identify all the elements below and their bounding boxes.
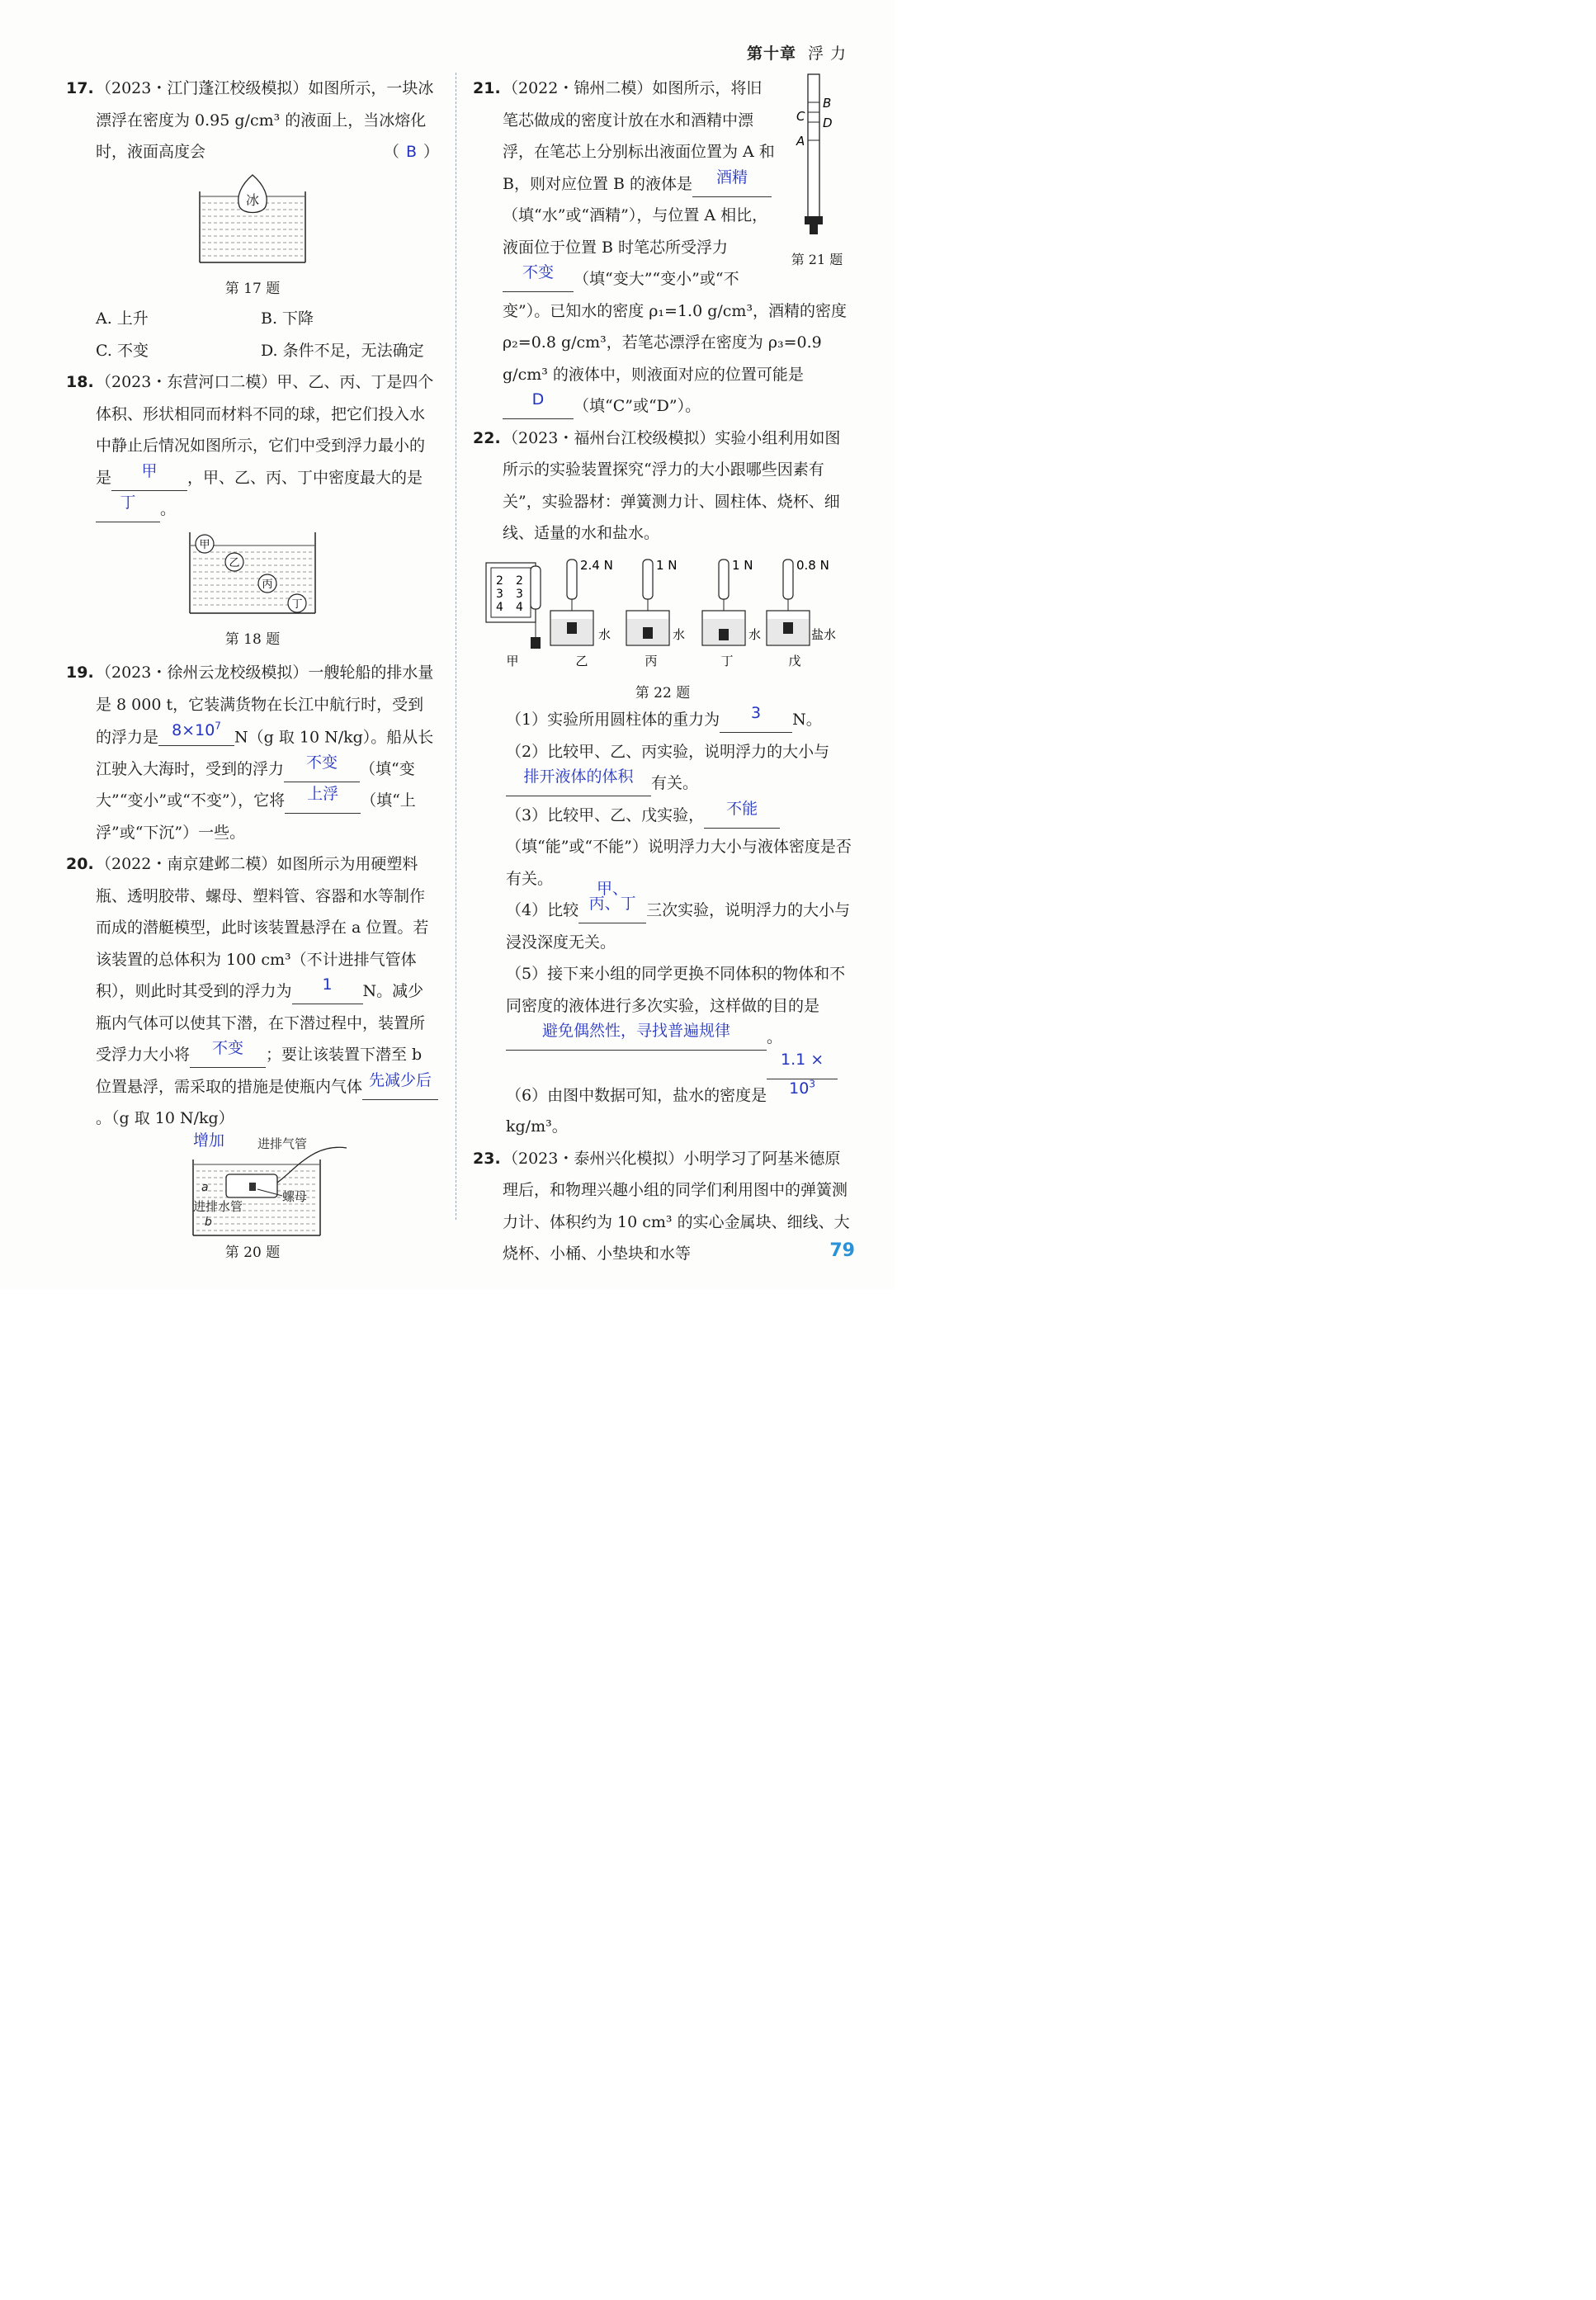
figure-17 bbox=[66, 173, 439, 277]
chapter-title: 浮 力 bbox=[807, 45, 847, 63]
figure-caption: 第 20 题 bbox=[224, 1244, 281, 1261]
answer-text: 上浮 bbox=[307, 785, 339, 804]
answer-text: $1.1 \times 10^3$ bbox=[781, 1050, 824, 1098]
subquestion-6: （6）由图中数据可知，盐水的密度是$1.1 \times 10^3kg/m^3$。 bbox=[506, 1054, 852, 1143]
setup-label: 甲 bbox=[506, 653, 519, 668]
answer-blank bbox=[503, 263, 574, 292]
answer-blank bbox=[158, 720, 234, 746]
chapter-number: 第十章 bbox=[746, 45, 796, 63]
answer-text: 1 bbox=[322, 975, 333, 994]
answer-blank bbox=[503, 390, 574, 419]
option-c: C. 不变 bbox=[96, 341, 149, 360]
answer-text: 不变 bbox=[306, 753, 338, 772]
question-number: 17. bbox=[66, 79, 94, 97]
left-column bbox=[66, 73, 439, 1263]
question-text: （2023・福州台江校级模拟）实验小组利用如图所示的实验装置探究“浮力的大小跟哪些因素有关”，实验器材：弹簧测力计、圆柱体、烧杯、细线、适量的水和盐水。 bbox=[503, 428, 841, 542]
question-number: 19. bbox=[66, 664, 94, 682]
scale-number: 3 bbox=[516, 587, 523, 601]
position-a-label: a bbox=[201, 1180, 209, 1194]
liquid-label: 盐水 bbox=[811, 626, 837, 642]
question-18: 18. （2023・东营河口二模）甲、乙、丙、丁是四个体积、形状相同而材料不同的球，把它们投入水中静止后情况如图所示，它们中受到浮力最小的是 甲 ，甲、乙、丙、丁中密度最大的是丁 。 甲 乙 丙 丁 第 18 题 bbox=[66, 366, 439, 650]
answer-blank bbox=[704, 799, 780, 829]
answer-blank bbox=[362, 1070, 438, 1100]
question-number: 20. bbox=[66, 855, 94, 874]
question-text: （2022・南京建邺二模）如图所示为用硬塑料瓶、透明胶带、螺母、塑料管、容器和水等制作而成的潜艇模型，此时该装置悬浮在 a 位置。若该装置的总体积为 100 cm³（不计进排气管体积），则此时其受到的浮力为 bbox=[96, 855, 429, 1001]
reading-text: 1 N bbox=[656, 557, 678, 573]
answer-blank bbox=[506, 767, 651, 796]
question-22 bbox=[473, 423, 852, 1143]
answer-text: 酒精 bbox=[716, 168, 748, 187]
workbook-page bbox=[0, 0, 895, 1289]
question-23 bbox=[473, 1143, 852, 1270]
option-a: A. 上升 bbox=[96, 309, 149, 328]
answer-blank bbox=[96, 494, 160, 522]
ice-label: 冰 bbox=[245, 191, 260, 208]
position-b-label: b bbox=[205, 1215, 212, 1229]
answer-blank bbox=[292, 975, 363, 1004]
answer-paren: （ B ） bbox=[383, 143, 439, 161]
subquestion-5: （5）接下来小组的同学更换不同体积的物体和不同密度的液体进行多次实验，这样做的目的是避免偶然性，寻找普遍规律 。 bbox=[506, 958, 852, 1054]
question-number: 22. bbox=[473, 428, 501, 447]
figure-20 bbox=[66, 1131, 439, 1240]
answer-text: 排开液体的体积 bbox=[523, 767, 634, 786]
figure-21 bbox=[781, 73, 852, 271]
option-b: B. 下降 bbox=[261, 309, 314, 328]
ball-label: 丁 bbox=[291, 597, 303, 611]
answer-choice: B bbox=[405, 143, 417, 161]
liquid-label: 水 bbox=[673, 626, 686, 642]
question-21: 21. B C D A 第 21 题 （2022・锦州二模）如图所示，将旧笔芯做成的密度计放在水和酒精中漂浮，在笔芯上分别标出液面位置为 A 和 B，则对应位置 B 的液体是 酒精（填“水”或“酒精”），与位置 A 相比，液面位于位置 B 时笔芯所受浮力不变 （填“变大”“变小”或“不变”）。已知水的密度 ρ₁=1.0 g/cm³，酒精的密度 ρ₂=0.8 g/cm³，若笔芯漂浮在密度为 ρ₃=0.9 g/cm³ 的液体中，则液面对应的位置可能是D （填“C”或“D”）。 bbox=[473, 73, 852, 423]
answer-extra: 增加 bbox=[193, 1131, 225, 1150]
pen-refill bbox=[808, 74, 819, 220]
ball-label: 乙 bbox=[229, 556, 240, 569]
subquestion-4: 甲、 （4）比较 丙、丁 三次实验，说明浮力的大小与浸没深度无关。 bbox=[506, 895, 852, 958]
answer-text: 3 bbox=[751, 704, 762, 722]
answer-blank bbox=[285, 785, 361, 814]
subquestion-2: （2）比较甲、乙、丙实验，说明浮力的大小与排开液体的体积 有关。 bbox=[506, 736, 852, 800]
question-text: （2023・泰州兴化模拟）小明学习了阿基米德原理后，和物理兴趣小组的同学们利用图中的弹簧测力计、体积约为 10 cm³ 的实心金属块、细线、大烧杯、小桶、小垫块和水等 bbox=[503, 1149, 850, 1263]
setup-label: 乙 bbox=[575, 653, 588, 668]
answer-blank bbox=[506, 1022, 767, 1051]
setup-label: 戊 bbox=[788, 653, 801, 668]
ball-label: 甲 bbox=[199, 538, 210, 551]
question-17 bbox=[66, 73, 439, 366]
liquid-label: 水 bbox=[748, 626, 762, 642]
answer-blank bbox=[720, 704, 792, 733]
density-meter-diagram bbox=[781, 73, 852, 238]
figure-caption: 第 17 题 bbox=[224, 281, 281, 297]
chapter-header bbox=[747, 41, 847, 64]
label-a: A bbox=[796, 134, 805, 149]
answer-blank bbox=[692, 168, 772, 197]
answer-blank bbox=[767, 1050, 838, 1098]
setup-label: 丙 bbox=[645, 653, 658, 668]
weight bbox=[805, 216, 823, 224]
scale-number: 4 bbox=[496, 600, 503, 614]
answer-blank bbox=[284, 753, 360, 782]
liquid-label: 水 bbox=[598, 626, 611, 642]
label-c: C bbox=[796, 109, 805, 124]
question-number: 23. bbox=[473, 1149, 501, 1168]
ball-label: 丙 bbox=[262, 578, 273, 591]
question-text: （2023・徐州云龙校级模拟）一艘轮船的排水量是 8 000 t，它装满货物在长江中航行时，受到的浮力是 bbox=[96, 664, 434, 747]
answer-text: 甲 bbox=[141, 461, 158, 480]
cylinder bbox=[531, 637, 541, 649]
reading-text: 0.8 N bbox=[796, 557, 829, 573]
figure-caption: 第 21 题 bbox=[791, 251, 843, 267]
scale-number: 2 bbox=[516, 574, 523, 588]
question-number: 18. bbox=[66, 373, 94, 391]
figure-18 bbox=[66, 531, 439, 628]
submarine-model-diagram bbox=[190, 1136, 355, 1239]
page-number: 79 bbox=[829, 1240, 855, 1261]
figure-caption: 第 22 题 bbox=[635, 685, 691, 701]
answer-text: 丁 bbox=[120, 494, 136, 512]
scale-number: 2 bbox=[496, 574, 503, 588]
question-text: （2022・锦州二模）如图所示，将旧笔芯做成的密度计放在水和酒精中漂浮，在笔芯上分别标出液面位置为 A 和 B，则对应位置 B 的液体是 bbox=[503, 79, 775, 193]
answer-text: 先减少后 bbox=[369, 1070, 432, 1089]
answer-text: $8\times 10^7$ bbox=[172, 720, 221, 740]
answer-text: 丙、丁 bbox=[588, 895, 636, 913]
intake-label: 进排气管 bbox=[257, 1136, 308, 1151]
answer-extra: 甲、 bbox=[597, 880, 629, 898]
answer-text: D bbox=[531, 390, 545, 409]
answer-text: 不变 bbox=[522, 263, 554, 281]
setup-label: 丁 bbox=[720, 653, 734, 668]
question-text: （2023・江门蓬江校级模拟）如图所示，一块冰漂浮在密度为 0.95 g/cm³ 的液面上，当冰熔化时，液面高度会 bbox=[96, 79, 434, 161]
question-number: 21. bbox=[473, 79, 501, 97]
question-text: （2023・东营河口二模）甲、乙、丙、丁是四个体积、形状相同而材料不同的球，把它们投入水中静止后情况如图所示，它们中受到浮力最小的是 bbox=[96, 373, 434, 487]
option-d: D. 条件不足，无法确定 bbox=[261, 341, 424, 360]
balls-container-diagram bbox=[187, 531, 319, 616]
figure-22 bbox=[473, 556, 852, 683]
question-19: 19. （2023・徐州云龙校级模拟）一艘轮船的排水量是 8 000 t，它装满货物在长江中航行时，受到的浮力是 $8\times 10^7N(g$ 取 10 N/kg）。船从长江驶入大海时，受到的浮力 不变 （填“变大”“变小”或“不变”），它将 上浮 （填“上浮”或“下沉”）一些。 bbox=[66, 657, 439, 848]
reading-text: 2.4 N bbox=[580, 557, 613, 573]
subquestion-3: （3）比较甲、乙、戊实验， 不能（填“能”或“不能”）说明浮力大小与液体密度是否有关。 bbox=[506, 799, 852, 888]
nut bbox=[249, 1183, 256, 1191]
question-20: 20. （2022・南京建邺二模）如图所示为用硬塑料瓶、透明胶带、螺母、塑料管、容器和水等制作而成的潜艇模型，此时该装置悬浮在 a 位置。若该装置的总体积为 100 cm³（不计进排气管体积），则此时其受到的浮力为 1 N。减少瓶内气体可以使其下潜，在下潜过程中，装置所受浮力大小将 不变 ；要让该装置下潜至 b 位置悬浮，需采取的措施是使瓶内气体 先减少后。（g 取 10 N/kg） 增加 进排气管 螺母 a 进排水管 b 第 20 题 bbox=[66, 848, 439, 1263]
label-d: D bbox=[823, 116, 833, 130]
label-b: B bbox=[823, 96, 832, 111]
answer-text: 不变 bbox=[212, 1039, 244, 1058]
subquestion-1: （1）实验所用圆柱体的重力为 3 N。 bbox=[506, 704, 852, 736]
nut-label: 螺母 bbox=[282, 1188, 308, 1204]
spring-scale-experiment-diagram bbox=[481, 556, 844, 672]
answer-blank bbox=[190, 1039, 266, 1068]
figure-caption: 第 18 题 bbox=[224, 631, 281, 648]
reading-text: 1 N bbox=[732, 557, 753, 573]
scale-number: 4 bbox=[516, 600, 523, 614]
scale-number: 3 bbox=[496, 587, 503, 601]
answer-text: 不能 bbox=[726, 799, 758, 818]
subquestions-22 bbox=[506, 704, 852, 1143]
ice-container-diagram bbox=[195, 173, 310, 266]
answer-text: 避免偶然性，寻找普遍规律 bbox=[541, 1022, 730, 1040]
answer-blank bbox=[111, 461, 187, 491]
answer-blank bbox=[578, 895, 646, 923]
right-column bbox=[473, 73, 852, 1270]
air-pipe bbox=[277, 1147, 347, 1183]
water-pipe-label: 进排水管 bbox=[193, 1198, 243, 1214]
